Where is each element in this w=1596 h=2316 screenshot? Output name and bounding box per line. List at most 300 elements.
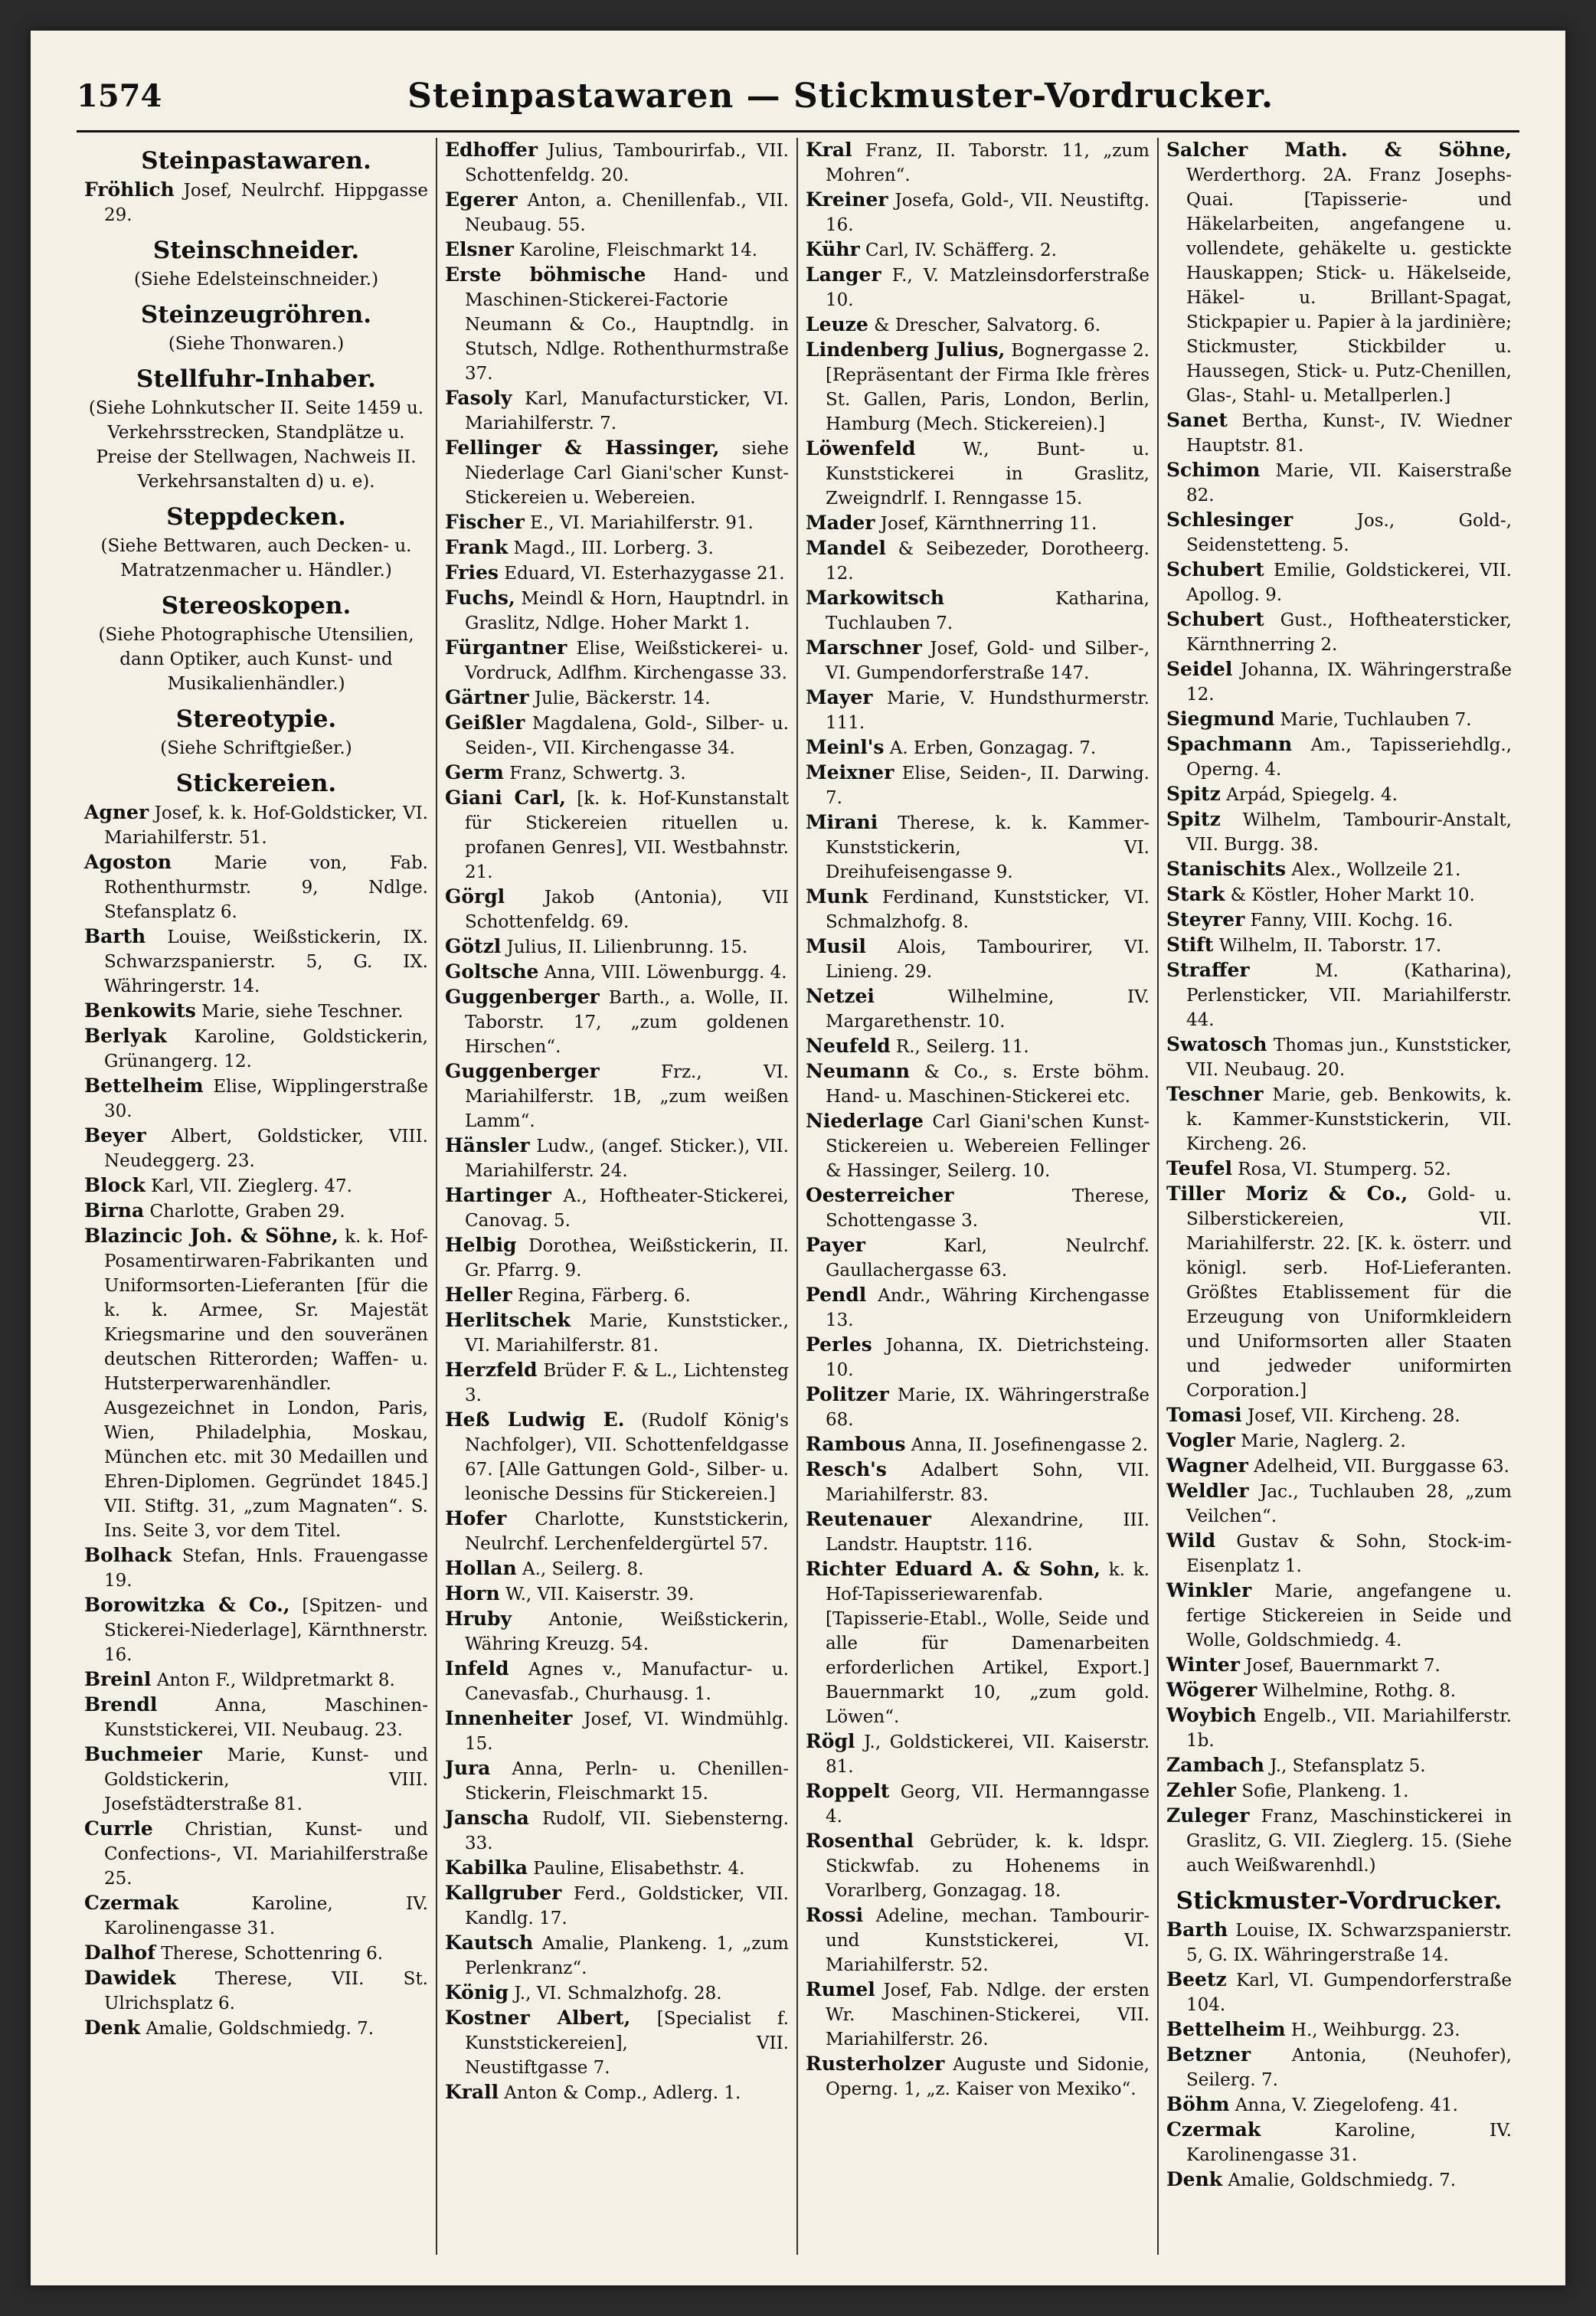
directory-entry [445, 237, 789, 263]
entry-name: Fröhlich [84, 178, 175, 201]
entry-details: Albert, Goldsticker, VIII. Neudeggerg. 23. [104, 1127, 428, 1171]
entry-details: Alois, Tambourirer, VI. Linieng. 29. [826, 937, 1150, 982]
directory-entry [445, 1233, 789, 1283]
entry-details: Johanna, IX. Währingerstraße 12. [1186, 660, 1512, 705]
directory-entry [84, 1224, 428, 1543]
directory-entry [445, 985, 789, 1059]
entry-name: Pendl [806, 1284, 867, 1306]
entry-name: Rumel [806, 1978, 875, 2000]
entry-details: Josef, Gold- und Silber-, VI. Gumpendorferstraße 147. [826, 639, 1150, 683]
entry-name: Fellinger & Hassinger, [445, 437, 720, 459]
entry-name: Janscha [445, 1807, 529, 1829]
directory-entry [1166, 782, 1512, 807]
entry-name: Richter Eduard A. & Sohn, [806, 1558, 1101, 1580]
entry-details: Stefan, Hnls. Frauengasse 19. [104, 1546, 428, 1591]
entry-name: Helbig [445, 1234, 517, 1256]
directory-entry [806, 685, 1150, 735]
entry-name: Guggenberger [445, 986, 600, 1008]
entry-details: Antonia, (Neuhofer), Seilerg. 7. [1186, 2046, 1512, 2090]
entry-details: k. k. Hof-Posamentirwaren-Fabrikanten und Uniformsorten-Lieferanten [für die k. k. Armee, Sr. Majestät Kriegsmarine und den souveränen deutschen Ritterorden; Waffen- u. Hutsterperwarenhändler. Ausgezeichnet in London, Paris, Wien, Philadelphia, Moskau, München etc. mit 30 Medaillen und Ehren-Diplomen. Gegründet 1845.] VII. Stiftg. 31, „zum Magnaten“. S. Ins. Seite 3, vor dem Titel. [104, 1227, 428, 1541]
directory-entry [445, 1308, 789, 1358]
entry-details: Karl, VII. Zieglerg. 47. [145, 1176, 352, 1196]
entry-name: Czermak [1166, 2118, 1261, 2141]
entry-details: Thomas jun., Kunststicker, VII. Neubaug. 20. [1186, 1035, 1512, 1080]
entry-name: Heller [445, 1284, 512, 1306]
entry-name: Seidel [1166, 658, 1233, 680]
entry-name: Hofer [445, 1507, 507, 1529]
entry-name: Böhm [1166, 2093, 1230, 2115]
entry-details: Wilhelmine, Rothg. 8. [1257, 1681, 1457, 1701]
entry-name: Jura [445, 1757, 491, 1779]
entry-name: Bolhack [84, 1544, 172, 1566]
directory-entry [1166, 732, 1512, 782]
directory-entry [1166, 2167, 1512, 2193]
entry-details: Georg, VII. Hermanngasse 4. [826, 1782, 1150, 1827]
entry-details: Fanny, VIII. Kochg. 16. [1244, 911, 1454, 931]
directory-entry [806, 263, 1150, 312]
entry-details: Ferdinand, Kunststicker, VI. Schmalzhofg. 8. [826, 888, 1150, 932]
entry-details: Alex., Wollzeile 21. [1286, 860, 1461, 880]
entry-details: Antonie, Weißstickerin, Währing Kreuzg. 54. [465, 1610, 789, 1654]
directory-entry [445, 885, 789, 934]
directory-entry [84, 800, 428, 850]
entry-name: Denk [1166, 2168, 1223, 2190]
entry-details: Andr., Währing Kirchengasse 13. [826, 1286, 1150, 1330]
directory-entry [1166, 1082, 1512, 1156]
entry-details: siehe Niederlage Carl Giani'scher Kunst-Stickereien u. Webereien. [465, 439, 789, 508]
section-heading: Stereoskopen. [161, 592, 352, 620]
directory-entry [806, 636, 1150, 685]
directory-entry [806, 1829, 1150, 1903]
entry-name: Teschner [1166, 1083, 1264, 1105]
entry-name: Kabilka [445, 1856, 528, 1879]
cross-reference: (Siehe Thonwaren.) [168, 334, 345, 354]
directory-entry [84, 1693, 428, 1742]
directory-entry [806, 1333, 1150, 1382]
entry-details: Therese, VII. St. Ulrichsplatz 6. [104, 1969, 428, 2013]
directory-page [31, 31, 1565, 2285]
entry-details: Gebrüder, k. k. ldspr. Stickwfab. zu Hohenems in Vorarlberg, Gonzagag. 18. [826, 1832, 1150, 1901]
entry-name: Fischer [445, 511, 525, 533]
entry-details: Anna, Perln- u. Chenillen-Stickerin, Fleischmarkt 15. [465, 1759, 789, 1804]
directory-entry [806, 1779, 1150, 1829]
entry-details: Josef, Bauernmarkt 7. [1239, 1656, 1441, 1676]
directory-entry [806, 586, 1150, 636]
directory-entry [806, 885, 1150, 934]
entry-details: Johanna, IX. Dietrichsteing. 10. [826, 1336, 1150, 1380]
entry-name: Benkowits [84, 999, 196, 1022]
entry-details: Franz, Schwertg. 3. [503, 764, 686, 783]
entry-name: Spachmann [1166, 733, 1293, 755]
entry-details: [Specialist f. Kunststickereien], VII. Neustiftgasse 7. [465, 2009, 789, 2078]
directory-entry [445, 960, 789, 985]
entry-name: Currle [84, 1817, 153, 1840]
directory-entry [806, 1283, 1150, 1333]
entry-name: Musil [806, 935, 866, 957]
directory-entry [1166, 1804, 1512, 1878]
entry-name: Rossi [806, 1904, 864, 1926]
entry-details: Auguste und Sidonie, Operng. 1, „z. Kaiser von Mexiko“. [826, 2055, 1150, 2099]
directory-entry [1166, 1479, 1512, 1529]
directory-entry [84, 1543, 428, 1593]
entry-name: Winkler [1166, 1579, 1252, 1601]
entry-details: Emilie, Goldstickerei, VII. Apollog. 9. [1186, 561, 1512, 605]
directory-entry [1166, 1968, 1512, 2017]
entry-name: Kallgruber [445, 1882, 562, 1904]
entry-details: Julius, II. Lilienbrunng. 15. [501, 937, 748, 957]
entry-name: Geißler [445, 711, 525, 734]
entry-details: [Spitzen- und Stickerei-Niederlage], Kärnthnerstr. 16. [104, 1596, 428, 1665]
entry-details: Brüder F. & L., Lichtensteg 3. [465, 1361, 789, 1405]
entry-name: Berlyak [84, 1025, 167, 1047]
entry-details: Therese, Schottengasse 3. [826, 1186, 1150, 1231]
entry-name: Fasoly [445, 387, 512, 409]
entry-name: Hänsler [445, 1134, 530, 1156]
entry-details: Meindl & Horn, Hauptndrl. in Graslitz, Ndlge. Hoher Markt 1. [465, 589, 789, 633]
entry-details: Barth., a. Wolle, II. Taborstr. 17, „zum goldenen Hirschen“. [465, 988, 789, 1057]
directory-entry [84, 1199, 428, 1224]
entry-name: Fuchs, [445, 587, 515, 609]
entry-details: Anton & Comp., Adlerg. 1. [499, 2083, 741, 2103]
entry-name: Oesterreicher [806, 1184, 954, 1206]
directory-entry [84, 999, 428, 1024]
entry-details: Josef, Neulrchf. Hippgasse 29. [104, 181, 428, 225]
entry-details: Rosa, VI. Stumperg. 52. [1231, 1160, 1451, 1179]
directory-entry [445, 1183, 789, 1233]
entry-name: Czermak [84, 1892, 179, 1914]
entry-details: Carl Giani'schen Kunst-Stickereien u. Webereien Fellinger & Hassinger, Seilerg. 10. [826, 1112, 1150, 1181]
entry-details: Karl, Manufactursticker, VI. Mariahilferstr. 7. [465, 389, 789, 433]
entry-details: Adalbert Sohn, VII. Mariahilferstr. 83. [826, 1461, 1150, 1505]
entry-name: Markowitsch [806, 587, 945, 609]
entry-name: Munk [806, 885, 868, 908]
directory-entry [1166, 1428, 1512, 1454]
entry-details: Anton F., Wildpretmarkt 8. [151, 1670, 395, 1690]
entry-name: Kreiner [806, 188, 888, 211]
entry-name: Tiller Moriz & Co., [1166, 1183, 1408, 1205]
entry-name: Guggenberger [445, 1060, 600, 1082]
directory-entry [806, 934, 1150, 984]
entry-details: Karoline, Fleischmarkt 14. [513, 240, 758, 260]
directory-entry [445, 761, 789, 786]
directory-entry [806, 761, 1150, 810]
entry-name: Elsner [445, 238, 514, 260]
directory-entry [806, 1507, 1150, 1557]
directory-entry [806, 237, 1150, 263]
entry-details: Jac., Tuchlauben 28, „zum Veilchen“. [1186, 1482, 1512, 1526]
entry-details: Werderthorg. 2A. Franz Josephs-Quai. [Tapisserie- und Häkelarbeiten, angefangene u. vollendete, gehäkelte u. gestickte Hauskappen; Stick- u. Häkelseide, Häkel- u. Brillant-Spagat, Stickpapier u. Papier à la jardinière; Stickmuster, Stickbilder u. Haussegen, Stick- u. Putz-Chenillen, Glas-, Stahl- u. Metallperlen.] [1186, 165, 1512, 406]
directory-entry [84, 1941, 428, 1966]
directory-entry [1166, 1182, 1512, 1403]
entry-details: Pauline, Elisabethstr. 4. [527, 1859, 745, 1879]
directory-entry [1166, 657, 1512, 707]
directory-entry [445, 1607, 789, 1657]
directory-entry [1166, 1156, 1512, 1182]
entry-details: Anna, V. Ziegelofeng. 41. [1229, 2095, 1458, 2115]
entry-details: [k. k. Hof-Kunstanstalt für Stickereien rituellen u. profanen Genres], VII. Westbahnstr. 21. [465, 789, 789, 882]
directory-entry [84, 1173, 428, 1199]
directory-entry [445, 263, 789, 386]
cross-reference: (Siehe Lohnkutscher II. Seite 1459 u. Verkehrsstrecken, Standplätze u. Preise der Stellwagen, Nachweis II. Verkehrsanstalten d) u. e). [88, 398, 424, 492]
directory-entry [84, 924, 428, 999]
header-rule [77, 130, 1519, 132]
entry-details: Anna, Maschinen-Kunststickerei, VII. Neubaug. 23. [104, 1696, 428, 1740]
directory-entry [445, 1806, 789, 1856]
entry-name: Agner [84, 801, 149, 823]
entry-name: Agoston [84, 851, 172, 873]
entry-details: Josef, VII. Kircheng. 28. [1241, 1406, 1460, 1426]
directory-entry [445, 2080, 789, 2105]
entry-name: Beyer [84, 1124, 146, 1147]
entry-details: Sofie, Plankeng. 1. [1235, 1781, 1409, 1801]
directory-entry [1166, 1529, 1512, 1578]
page-number: 1574 [77, 77, 162, 114]
directory-entry [806, 810, 1150, 885]
directory-entry [806, 511, 1150, 536]
directory-entry [1166, 1403, 1512, 1428]
entry-name: Giani Carl, [445, 787, 566, 809]
directory-entry [84, 850, 428, 924]
directory-entry [1166, 1753, 1512, 1778]
entry-name: Sanet [1166, 409, 1228, 431]
directory-entry [1166, 1454, 1512, 1479]
directory-entry [445, 1756, 789, 1806]
entry-name: Zuleger [1166, 1804, 1250, 1827]
entry-name: Straffer [1166, 959, 1250, 981]
directory-entry [806, 312, 1150, 338]
directory-entry [806, 188, 1150, 237]
cross-reference: (Siehe Photographische Utensilien, dann Optiker, auch Kunst- und Musikalienhändler.) [98, 625, 414, 694]
entry-details: A. Erben, Gonzagag. 7. [884, 738, 1097, 758]
directory-entry [84, 1593, 428, 1667]
directory-entry [806, 1109, 1150, 1183]
section-heading: Steinschneider. [152, 237, 360, 264]
entry-name: Zehler [1166, 1779, 1236, 1801]
entry-details: Anna, II. Josefinengasse 2. [905, 1435, 1149, 1455]
entry-details: Wilhelmine, IV. Margarethenstr. 10. [826, 987, 1150, 1032]
directory-entry [84, 1966, 428, 2016]
entry-details: Josef, k. k. Hof-Goldsticker, VI. Mariahilferstr. 51. [104, 803, 428, 848]
columns [77, 138, 1519, 2255]
entry-name: Niederlage [806, 1110, 924, 1132]
directory-entry [445, 1358, 789, 1408]
entry-details: Magdalena, Gold-, Silber- u. Seiden-, VII. Kirchengasse 34. [465, 714, 789, 758]
entry-details: A., Hoftheater-Stickerei, Canovag. 5. [465, 1186, 789, 1231]
entry-name: Payer [806, 1234, 865, 1256]
entry-details: Karl, Neulrchf. Gaullachergasse 63. [826, 1236, 1150, 1281]
entry-details: Bognergasse 2. [Repräsentant der Firma Ikle frères St. Gallen, Paris, London, Berlin, Hamburg (Mech. Stickereien).] [826, 341, 1150, 434]
entry-details: Marie, siehe Teschner. [195, 1002, 404, 1022]
section-heading: Stickmuster-Vordrucker. [1176, 1887, 1503, 1915]
entry-details: Therese, Schottenring 6. [155, 1944, 384, 1964]
entry-details: F., V. Matzleinsdorferstraße 10. [826, 266, 1150, 310]
entry-name: Mader [806, 512, 875, 534]
directory-entry [1166, 458, 1512, 508]
directory-entry [806, 1382, 1150, 1432]
entry-details: H., Weihburgg. 23. [1285, 2020, 1460, 2040]
entry-details: Ludw., (angef. Sticker.), VII. Mariahilferstr. 24. [465, 1137, 789, 1181]
section-heading: Stereotypie. [175, 705, 337, 733]
entry-details: Karoline, IV. Karolinengasse 31. [1186, 2121, 1512, 2165]
entry-name: Stift [1166, 934, 1214, 956]
entry-details: k. k. Hof-Tapisseriewarenfab. [Tapisserie-Etabl., Wolle, Seide und alle für Damenarbeiten erforderlichen Artikel, Export.] Bauernmarkt 10, „zum gold. Löwen“. [826, 1560, 1150, 1727]
entry-name: Barth [84, 925, 146, 947]
directory-entry [84, 1817, 428, 1891]
entry-details: Louise, IX. Schwarzspanierstr. 5, G. IX. Währingerstraße 14. [1186, 1921, 1512, 1965]
entry-name: Schubert [1166, 608, 1264, 630]
directory-entry [84, 1742, 428, 1817]
entry-details: Wilhelm, Tambourir-Anstalt, VII. Burgg. 38. [1186, 810, 1512, 855]
entry-details: Karoline, IV. Karolinengasse 31. [104, 1894, 428, 1938]
directory-entry [1166, 2043, 1512, 2092]
entry-details: Karoline, Goldstickerin, Grünangerg. 12. [104, 1027, 428, 1071]
entry-name: Spitz [1166, 808, 1221, 830]
entry-details: Charlotte, Graben 29. [144, 1202, 345, 1222]
entry-details: Christian, Kunst- und Confections-, VI. Mariahilferstraße 25. [104, 1820, 428, 1889]
directory-entry [1166, 508, 1512, 558]
entry-details: Marie von, Fab. Rothenthurmstr. 9, Ndlge. Stefansplatz 6. [104, 853, 428, 922]
directory-entry [445, 436, 789, 510]
entry-name: Perles [806, 1333, 872, 1356]
entry-details: E., VI. Mariahilferstr. 91. [524, 513, 754, 533]
directory-entry [445, 934, 789, 960]
directory-entry [806, 735, 1150, 761]
entry-details: Marie, V. Hundsthurmerstr. 111. [826, 689, 1150, 733]
entry-name: Erste böhmische [445, 263, 646, 286]
entry-details: Julius, Tambourirfab., VII. Schottenfeldg. 20. [465, 141, 789, 185]
entry-name: Brendl [84, 1693, 158, 1716]
entry-details: Marie, geb. Benkowits, k. k. Kammer-Kunststickerin, VII. Kircheng. 26. [1186, 1085, 1512, 1154]
entry-name: Netzei [806, 985, 875, 1007]
cross-reference: (Siehe Edelsteinschneider.) [133, 270, 379, 290]
entry-name: Kostner Albert, [445, 2007, 631, 2029]
entry-name: Birna [84, 1199, 145, 1222]
entry-name: Lindenberg Julius, [806, 339, 1006, 361]
column-2 [437, 138, 798, 2255]
directory-entry [84, 2016, 428, 2041]
directory-entry [445, 1283, 789, 1308]
directory-entry [445, 636, 789, 685]
entry-details: Franz, II. Taborstr. 11, „zum Mohren“. [826, 141, 1150, 185]
entry-details: Adelheid, VII. Burggasse 63. [1248, 1457, 1509, 1477]
entry-details: Rudolf, VII. Siebensterng. 33. [465, 1809, 789, 1853]
entry-name: Steyrer [1166, 908, 1245, 931]
column-1 [77, 138, 437, 2255]
directory-entry [445, 1582, 789, 1607]
entry-name: König [445, 1981, 509, 2004]
directory-entry [806, 1729, 1150, 1779]
directory-entry [445, 711, 789, 761]
entry-name: Zambach [1166, 1754, 1264, 1776]
directory-entry [445, 786, 789, 885]
entry-details: Elise, Wipplingerstraße 30. [104, 1077, 428, 1121]
entry-name: Schimon [1166, 459, 1261, 481]
entry-name: Schlesinger [1166, 509, 1293, 531]
entry-name: Dawidek [84, 1967, 176, 1989]
entry-details: & Drescher, Salvatorg. 6. [868, 316, 1101, 335]
directory-entry [806, 2052, 1150, 2102]
entry-name: Frank [445, 536, 509, 558]
directory-entry [806, 338, 1150, 437]
entry-details: Karl, VI. Gumpendorferstraße 104. [1186, 1971, 1512, 2015]
directory-entry [445, 561, 789, 586]
entry-name: Borowitzka & Co., [84, 1594, 290, 1616]
entry-details: Anton, a. Chenillenfab., VII. Neubaug. 55. [465, 191, 789, 235]
entry-details: Ferd., Goldsticker, VII. Kandlg. 17. [465, 1884, 789, 1928]
directory-entry [1166, 408, 1512, 458]
entry-name: Germ [445, 761, 504, 783]
entry-details: M. (Katharina), Perlensticker, VII. Mariahilferstr. 44. [1186, 961, 1512, 1030]
entry-name: Teufel [1166, 1157, 1232, 1179]
directory-entry [1166, 1778, 1512, 1804]
directory-entry [806, 536, 1150, 586]
directory-entry [1166, 958, 1512, 1032]
directory-entry [445, 586, 789, 636]
entry-name: Neumann [806, 1060, 910, 1082]
entry-name: Betzner [1166, 2043, 1251, 2066]
entry-name: Götzl [445, 935, 502, 957]
section-heading: Steppdecken. [166, 503, 346, 531]
entry-name: Resch's [806, 1458, 887, 1480]
entry-name: Infeld [445, 1657, 509, 1680]
section-heading: Stickereien. [175, 770, 337, 797]
directory-entry [806, 437, 1150, 511]
entry-details: Elise, Weißstickerei- u. Vordruck, Adlfhm. Kirchengasse 33. [465, 639, 789, 683]
entry-details: W., VII. Kaiserstr. 39. [499, 1585, 695, 1605]
entry-name: Tomasi [1166, 1404, 1242, 1426]
entry-details: Amalie, Goldschmiedg. 7. [1222, 2170, 1457, 2190]
entry-details: J., Goldstickerei, VII. Kaiserstr. 81. [826, 1732, 1150, 1777]
entry-name: Block [84, 1174, 146, 1196]
entry-details: Frz., VI. Mariahilferstr. 1B, „zum weißen Lamm“. [465, 1062, 789, 1131]
entry-details: Regina, Färberg. 6. [512, 1286, 691, 1306]
entry-name: Egerer [445, 188, 518, 211]
entry-details: Marie, Kunst- und Goldstickerin, VIII. Josefstädterstraße 81. [104, 1745, 428, 1814]
entry-name: Breinl [84, 1668, 152, 1690]
entry-name: Denk [84, 2017, 141, 2039]
entry-name: Siegmund [1166, 708, 1275, 730]
directory-entry [445, 1981, 789, 2006]
column-4 [1159, 138, 1519, 2255]
entry-name: Reutenauer [806, 1508, 931, 1530]
directory-entry [445, 510, 789, 535]
directory-entry [1166, 1703, 1512, 1753]
entry-name: Gärtner [445, 686, 529, 708]
directory-entry [1166, 807, 1512, 857]
entry-details: Alexandrine, III. Landstr. Hauptstr. 116. [826, 1510, 1150, 1555]
directory-entry [445, 1408, 789, 1506]
entry-name: Görgl [445, 885, 505, 908]
entry-name: Stanischits [1166, 858, 1287, 880]
entry-details: & Köstler, Hoher Markt 10. [1225, 885, 1475, 905]
directory-entry [84, 1024, 428, 1074]
directory-entry [806, 1903, 1150, 1977]
entry-name: Wögerer [1166, 1679, 1258, 1701]
entry-name: Fries [445, 561, 499, 584]
entry-details: Am., Tapisseriehdlg., Operng. 4. [1186, 735, 1512, 780]
entry-name: Kral [806, 139, 852, 161]
entry-name: Kühr [806, 238, 860, 260]
entry-name: Rosenthal [806, 1830, 914, 1852]
entry-details: Therese, k. k. Kammer-Kunststickerin, VI. Dreihufeisengasse 9. [826, 813, 1150, 882]
directory-entry [806, 1977, 1150, 2052]
entry-details: Marie, Naglerg. 2. [1235, 1431, 1406, 1451]
entry-details: Josef, VI. Windmühlg. 15. [465, 1709, 789, 1754]
entry-name: Bettelheim [1166, 2018, 1286, 2040]
directory-entry [1166, 138, 1512, 408]
directory-entry [1166, 857, 1512, 882]
entry-details: Franz, Maschinstickerei in Graslitz, G. VII. Zieglerg. 15. (Siehe auch Weißwarenhdl.) [1186, 1807, 1512, 1876]
